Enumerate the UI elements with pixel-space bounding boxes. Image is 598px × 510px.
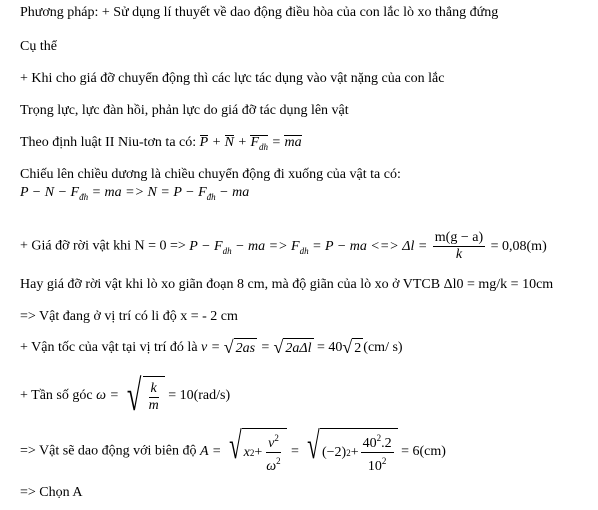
position-line: => Vật đang ở vị trí có li độ x = - 2 cm — [20, 309, 238, 324]
projection-text: Chiếu lên chiều dương là chiều chuyển động đi xuống của vật ta có: — [20, 167, 401, 182]
omega-line — [20, 371, 231, 420]
amplitude-formula: A = √ x 2 + $\frac{v^2}{\omega^2}$ = √ (−2) 2 + $\frac{40^2.2}{10^2}$ = 6(cm) — [200, 425, 446, 474]
forces-intro: + Khi cho giá đỡ chuyển động thì các lực tác dụng vào vật nặng của con lắc — [20, 71, 445, 86]
newton-line — [20, 134, 302, 156]
leave-text: + Giá đỡ rời vật khi N = 0 => — [20, 238, 186, 254]
answer-line: => Chọn A — [20, 485, 83, 500]
newton-text: Theo định luật II Niu-tơn ta có: — [20, 135, 197, 150]
amplitude-text: => Vật sẽ dao động với biên độ — [20, 443, 197, 459]
stretch-line: Hay giá đỡ rời vật khi lò xo giãn đoạn 8 cm, mà độ giãn của lò xo ở VTCB Δl0 = mg/k = 10cm — [20, 277, 554, 292]
omega-formula: ω = √ $\frac{k}{m}$ = 10(rad/s) — [96, 371, 231, 420]
omega-text: + Tần số góc — [20, 388, 93, 404]
projection-formula: $P - N - F_{đh}$ = ma => $N = P - F_{đh}$ − ma — [20, 185, 250, 202]
detail-heading: Cụ thể — [20, 39, 57, 54]
leave-line — [20, 230, 547, 263]
newton-formula: $P + N + F_{dh}$ = ma — [200, 135, 302, 150]
velocity-text: + Vận tốc của vật tại vị trí đó là — [20, 340, 198, 356]
velocity-formula: v = √ 2as = √ 2aΔl = 40 √ 2 (cm/ s) — [201, 337, 403, 357]
amplitude-line — [20, 425, 446, 475]
velocity-line — [20, 338, 403, 358]
leave-formula: $P - F_{dh}$ − ma => $F_{dh} = P$ − ma <=> Δl = $\frac{m(g - a)}{k}$ = 0,08(m) — [189, 230, 547, 262]
method-line: Phương pháp: + Sử dụng lí thuyết về dao động điều hòa của con lắc lò xo thẳng đứng — [20, 5, 499, 20]
forces-list: Trọng lực, lực đàn hồi, phản lực do giá đỡ tác dụng lên vật — [20, 103, 349, 118]
